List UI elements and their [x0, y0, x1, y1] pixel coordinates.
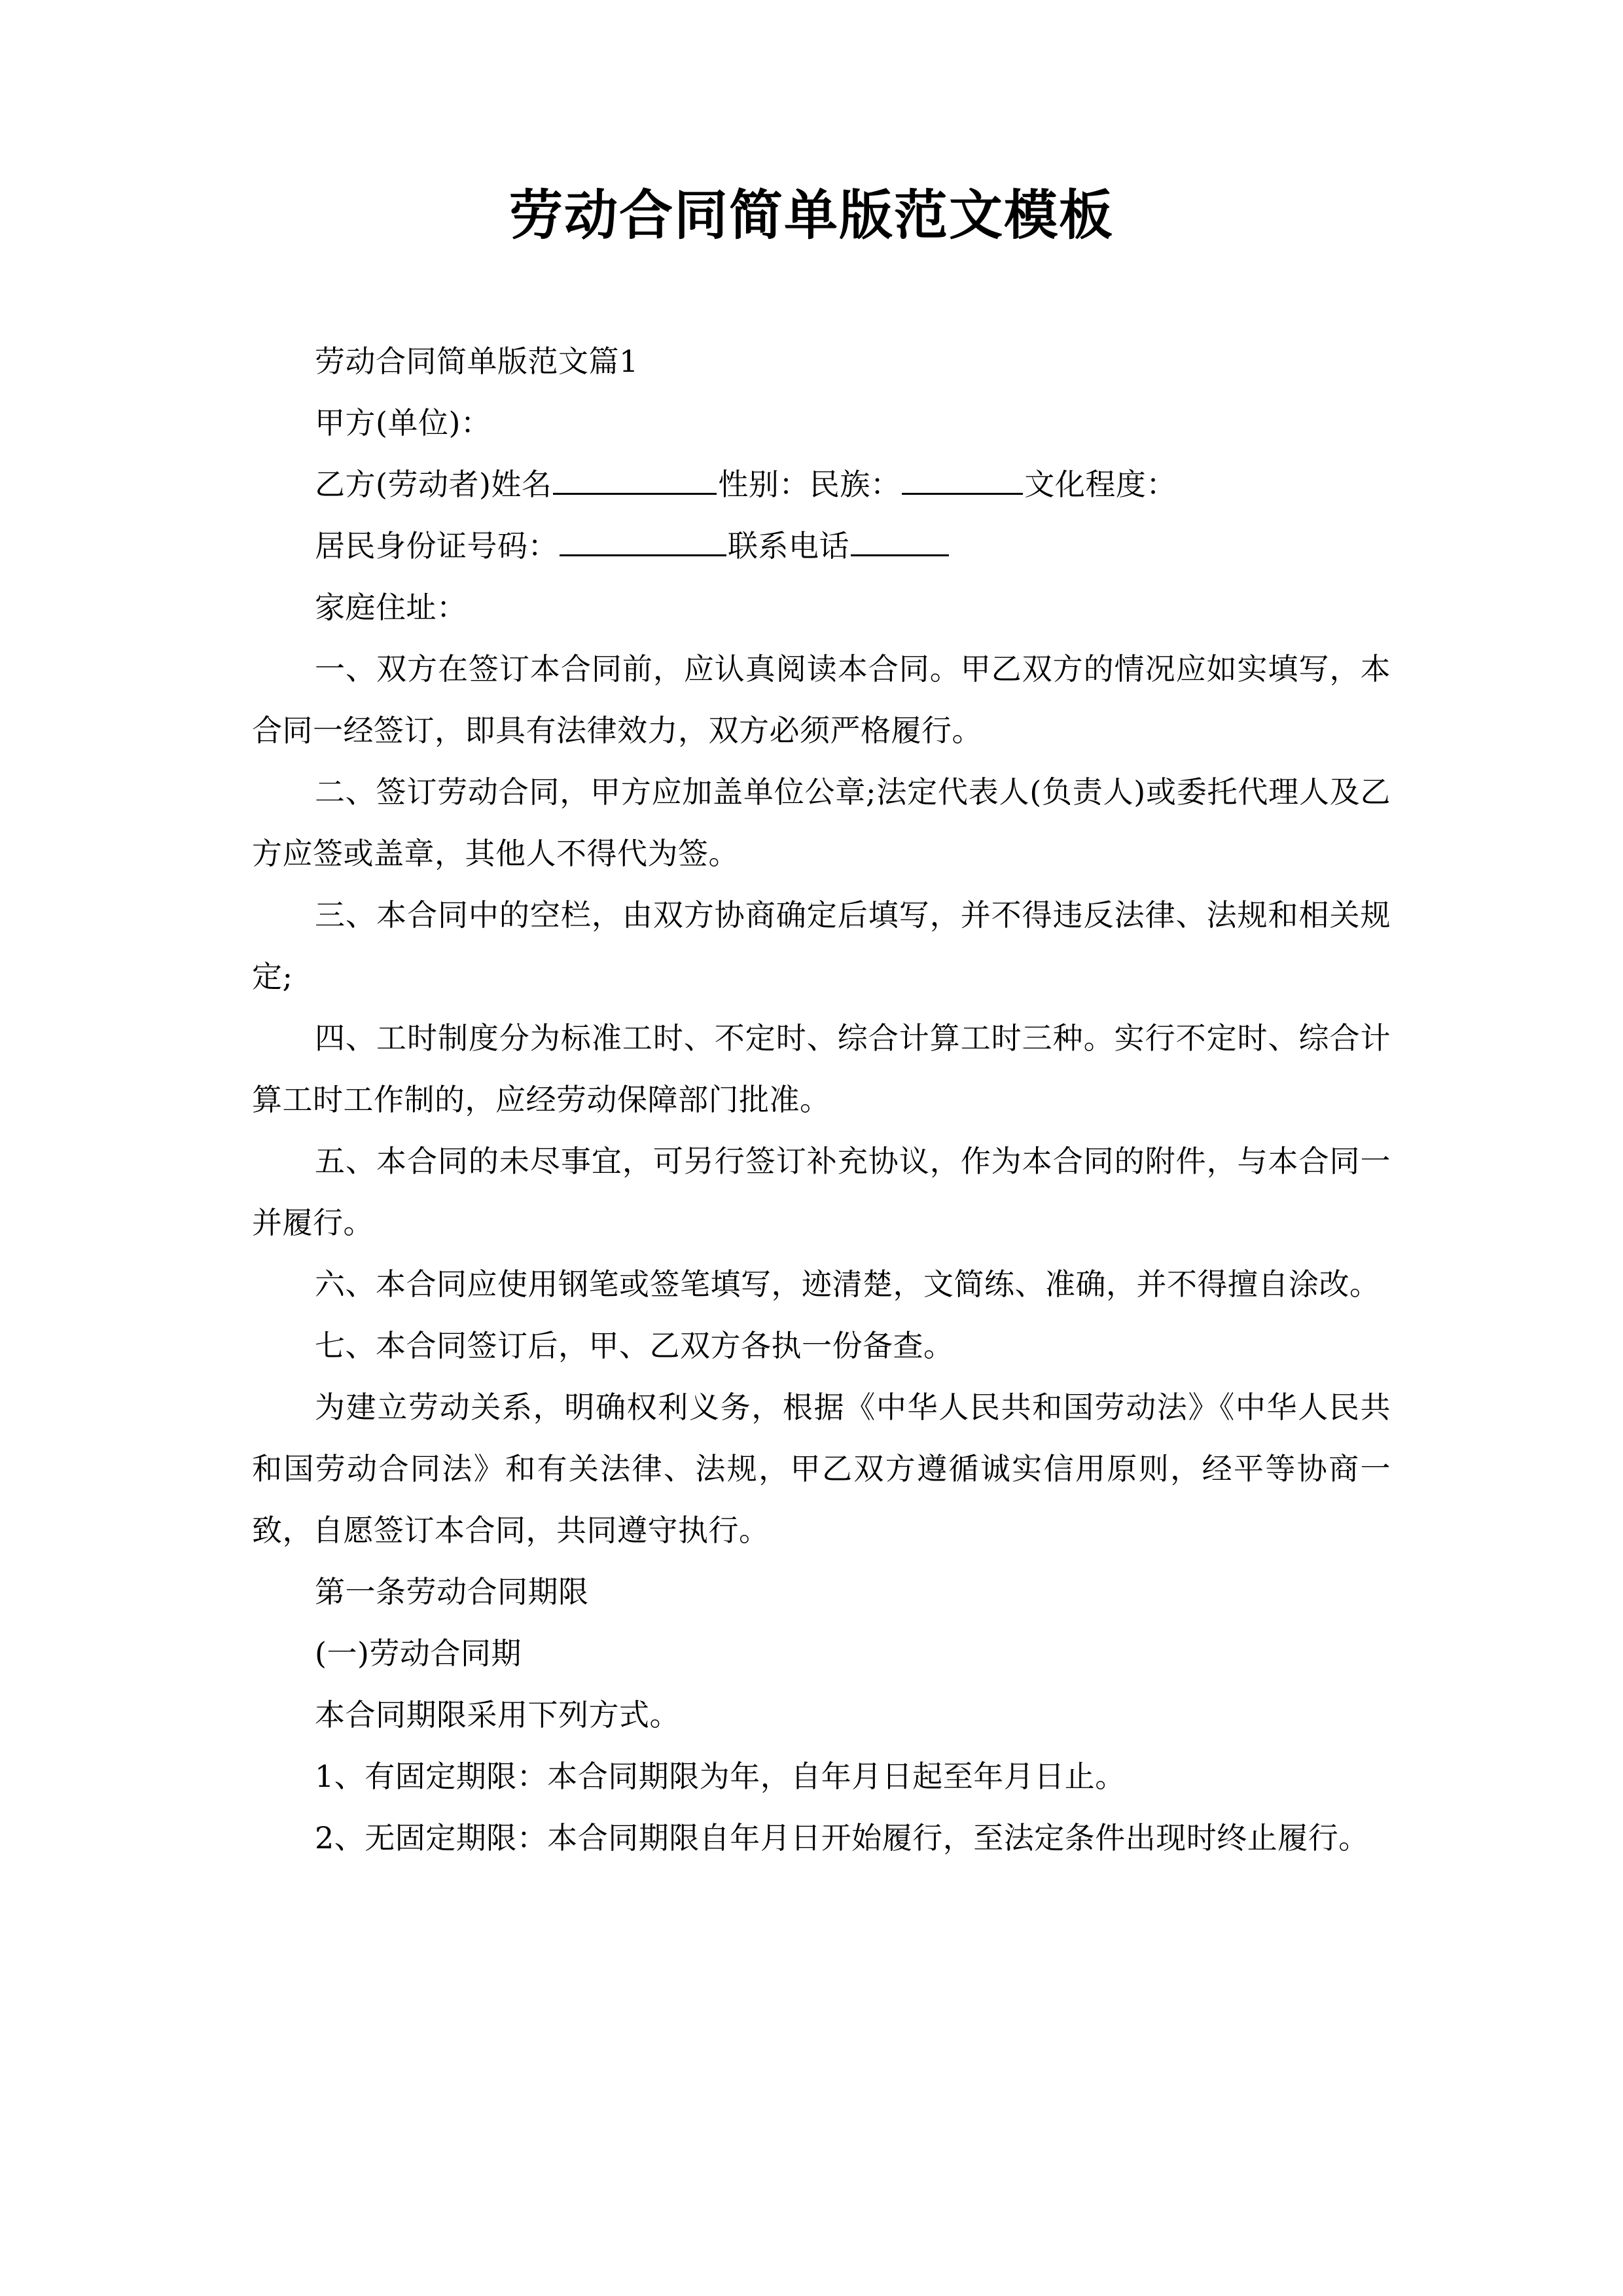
- party-b-name-label: 乙方(劳动者)姓名: [315, 467, 552, 502]
- section-heading: 劳动合同简单版范文篇1: [315, 344, 639, 379]
- party-a-line: 甲方(单位)：: [315, 405, 491, 440]
- clause-item: 六、本合同应使用钢笔或签笔填写，迹清楚，文简练、准确，并不得擅自涂改。: [315, 1266, 1380, 1302]
- article-one-item: 1、有固定期限：本合同期限为年，自年月日起至年月日止。: [315, 1759, 1126, 1794]
- clause-item: 四、工时制度分为标准工时、不定时、综合计算工时三种。实行不定时、综合计算工时工作制的，应经劳动保障部门批准。: [252, 1020, 1391, 1117]
- name-blank: [553, 465, 717, 495]
- document-body: [252, 331, 1391, 1869]
- phone-blank: [851, 527, 949, 556]
- clause-item: 三、本合同中的空栏，由双方协商确定后填写，并不得违反法律、法规和相关规定;: [252, 897, 1391, 994]
- preamble-paragraph: 为建立劳动关系，明确权利义务，根据《中华人民共和国劳动法》《中华人民共和国劳动合同法》和有关法律、法规，甲乙双方遵循诚实信用原则，经平等协商一致，自愿签订本合同，共同遵守执行。: [252, 1390, 1391, 1548]
- clause-item: 二、签订劳动合同，甲方应加盖单位公章;法定代表人(负责人)或委托代理人及乙方应签或盖章，其他人不得代为签。: [252, 774, 1391, 871]
- clause-item: 五、本合同的未尽事宜，可另行签订补充协议，作为本合同的附件，与本合同一并履行。: [252, 1143, 1391, 1240]
- article-one-subsection: (一)劳动合同期: [315, 1636, 522, 1671]
- id-number-label: 居民身份证号码：: [315, 528, 558, 564]
- id-phone-line: [252, 515, 1391, 577]
- article-one-lead: 本合同期限采用下列方式。: [315, 1697, 680, 1732]
- ethnicity-blank: [902, 465, 1023, 495]
- phone-label: 联系电话: [728, 528, 849, 564]
- party-b-gender-label: 性别：: [718, 467, 810, 502]
- clause-item: 一、双方在签订本合同前，应认真阅读本合同。甲乙双方的情况应如实填写，本合同一经签订，即具有法律效力，双方必须严格履行。: [252, 651, 1391, 748]
- party-b-line: [252, 454, 1391, 515]
- id-number-blank: [560, 527, 726, 556]
- article-one-title: 第一条劳动合同期限: [315, 1574, 589, 1609]
- party-b-education-label: 文化程度：: [1024, 467, 1177, 502]
- party-b-ethnicity-label: 民族：: [809, 467, 901, 502]
- page-title: 劳动合同简单版范文模板: [508, 184, 1114, 247]
- address-line: 家庭住址：: [315, 590, 467, 625]
- clause-item: 七、本合同签订后，甲、乙双方各执一份备查。: [315, 1328, 954, 1363]
- article-one-item: 2、无固定期限：本合同期限自年月日开始履行，至法定条件出现时终止履行。: [315, 1820, 1369, 1856]
